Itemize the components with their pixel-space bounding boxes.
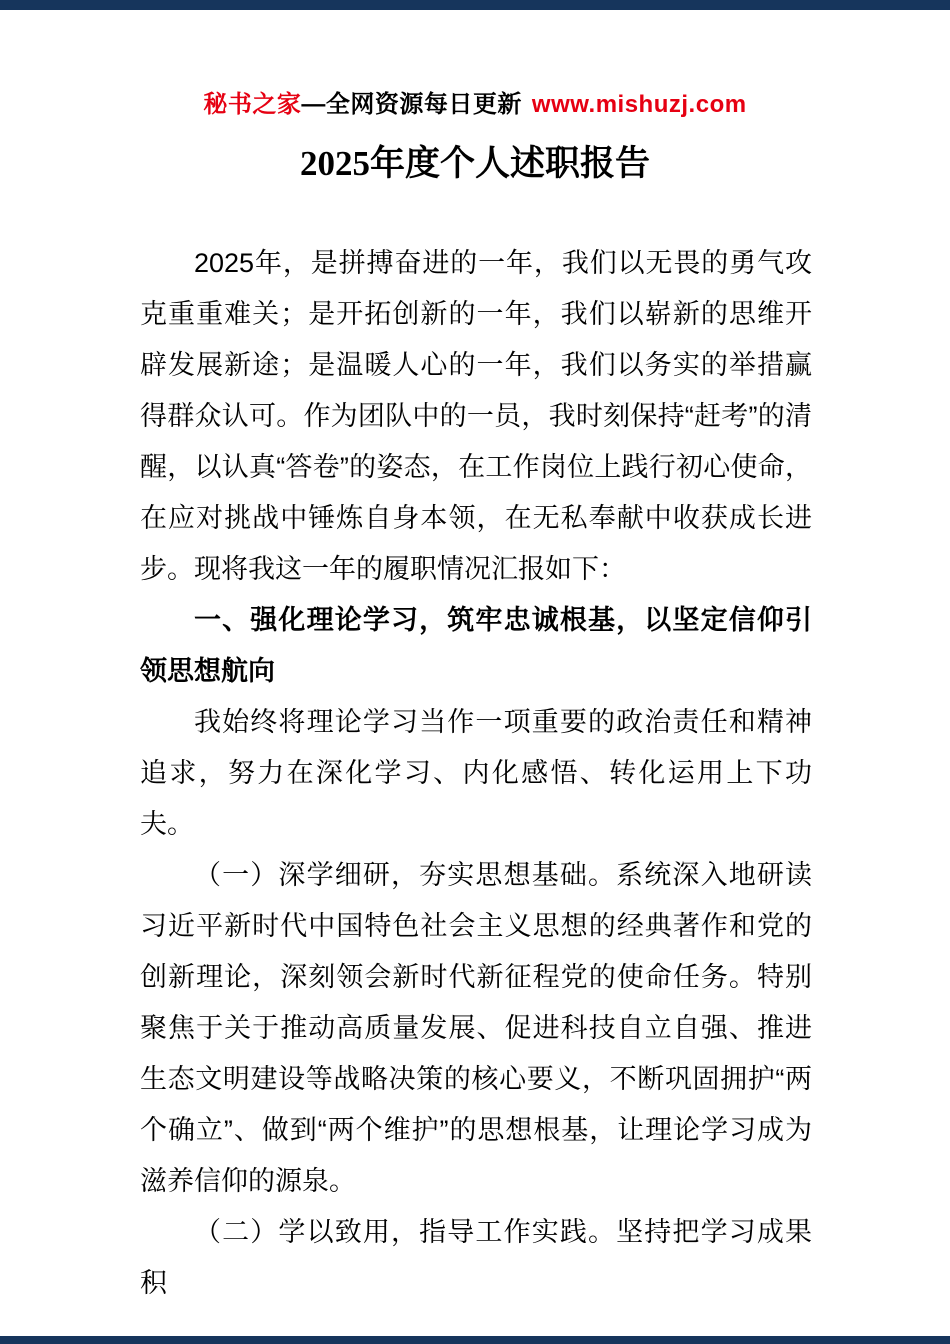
body-paragraph: 2025年，是拼搏奋进的一年，我们以无畏的勇气攻克重重难关；是开拓创新的一年，我们以崭新的思维开辟发展新途；是温暖人心的一年，我们以务实的举措赢得群众认可。作为团队中的一员，我时刻保持“赶考”的清醒，以认真“答卷”的姿态，在工作岗位上践行初心使命，在应对挑战中锤炼自身本领，在无私奉献中收获成长进步。现将我这一年的履职情况汇报如下： [140, 248, 812, 584]
body-paragraph: （一）深学细研，夯实思想基础。系统深入地研读习近平新时代中国特色社会主义思想的经典著作和党的创新理论，深刻领会新时代新征程党的使命任务。特别聚焦于关于推动高质量发展、促进科技自立自强、推进生态文明建设等战略决策的核心要义，不断巩固拥护“两个确立”、做到“两个维护”的思想根基，让理论学习成为滋养信仰的源泉。 [140, 860, 812, 1196]
body-paragraph: （二）学以致用，指导工作实践。坚持把学习成果积 [140, 1217, 812, 1298]
document-body [140, 238, 812, 1309]
site-watermark [0, 84, 950, 119]
document-title: 2025年度个人述职报告 [299, 144, 650, 183]
section-heading: 一、强化理论学习，筑牢忠诚根基，以坚定信仰引领思想航向 [140, 605, 812, 686]
top-edge-bar [0, 0, 950, 10]
brand-name: 秘书之家 [203, 91, 302, 118]
site-url[interactable]: www.mishuzj.com [531, 91, 747, 118]
body-paragraph: 我始终将理论学习当作一项重要的政治责任和精神追求，努力在深化学习、内化感悟、转化运用上下功夫。 [140, 707, 812, 839]
site-tagline: —全网资源每日更新 [301, 91, 522, 118]
bottom-edge-bar [0, 1336, 950, 1344]
